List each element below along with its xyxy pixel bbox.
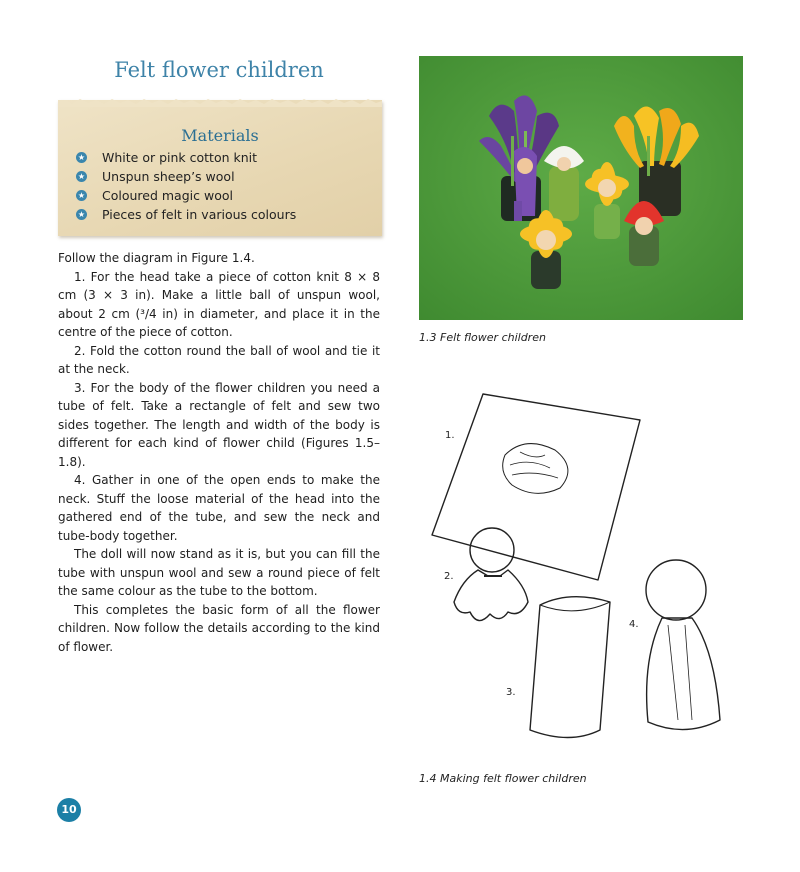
step-label: 3. — [506, 687, 516, 698]
finished-head — [646, 560, 706, 620]
page-number: 10 — [57, 798, 81, 822]
finished-body — [647, 618, 720, 730]
torn-edge — [58, 97, 382, 107]
diagram-caption: 1.4 Making felt flower children — [419, 772, 587, 785]
list-item — [76, 205, 296, 224]
material-label: Pieces of felt in various colours — [102, 207, 297, 222]
cotton-square — [432, 394, 640, 580]
instructions-text — [58, 249, 380, 656]
materials-box — [58, 100, 382, 236]
materials-list — [76, 148, 296, 224]
step-label: 4. — [629, 619, 639, 630]
photo-caption: 1.3 Felt flower children — [419, 331, 546, 344]
page-title: Felt flower children — [114, 58, 324, 82]
felt-tube — [530, 597, 610, 738]
material-label: Coloured magic wool — [102, 188, 233, 203]
list-item — [76, 167, 296, 186]
step-label: 1. — [445, 430, 455, 441]
list-item — [76, 148, 296, 167]
cotton-skirt — [454, 570, 528, 621]
paragraph: 1. For the head take a piece of cotton knit 8 × 8 cm (3 × 3 in). Make a little ball of unspun wool, about 2 cm (³/4 in) in diameter, and place it in the centre of the piece of cotton. — [58, 269, 380, 339]
head-ball — [470, 528, 514, 572]
paragraph: 2. Fold the cotton round the ball of wool and tie it at the neck. — [58, 343, 380, 376]
star-bullet-icon: ★ — [77, 191, 86, 200]
star-bullet-icon: ★ — [77, 153, 86, 162]
paragraph: Follow the diagram in Figure 1.4. — [58, 251, 255, 265]
materials-heading: Materials — [181, 126, 259, 145]
star-bullet-icon: ★ — [77, 210, 86, 219]
material-label: Unspun sheep’s wool — [102, 169, 235, 184]
making-diagram — [430, 380, 750, 760]
list-item — [76, 186, 296, 205]
material-label: White or pink cotton knit — [102, 150, 258, 165]
paragraph: The doll will now stand as it is, but you can fill the tube with unspun wool and sew a round piece of felt the same colour as the tube to the bottom. — [58, 547, 380, 598]
paragraph: 3. For the body of the flower children you need a tube of felt. Take a rectangle of felt and sew two sides together. The length and width of the body is different for each kind of flower child (Figures 1.5–1.8). — [58, 380, 380, 469]
star-bullet-icon: ★ — [77, 172, 86, 181]
felt-flower-children-photo — [419, 56, 743, 320]
paragraph: This completes the basic form of all the flower children. Now follow the details according to the kind of flower. — [58, 602, 380, 654]
step-label: 2. — [444, 571, 454, 582]
wool-ball — [503, 444, 568, 494]
paragraph: 4. Gather in one of the open ends to make the neck. Stuff the loose material of the head into the gathered end of the tube, and sew the neck and tube-body together. — [58, 473, 380, 543]
